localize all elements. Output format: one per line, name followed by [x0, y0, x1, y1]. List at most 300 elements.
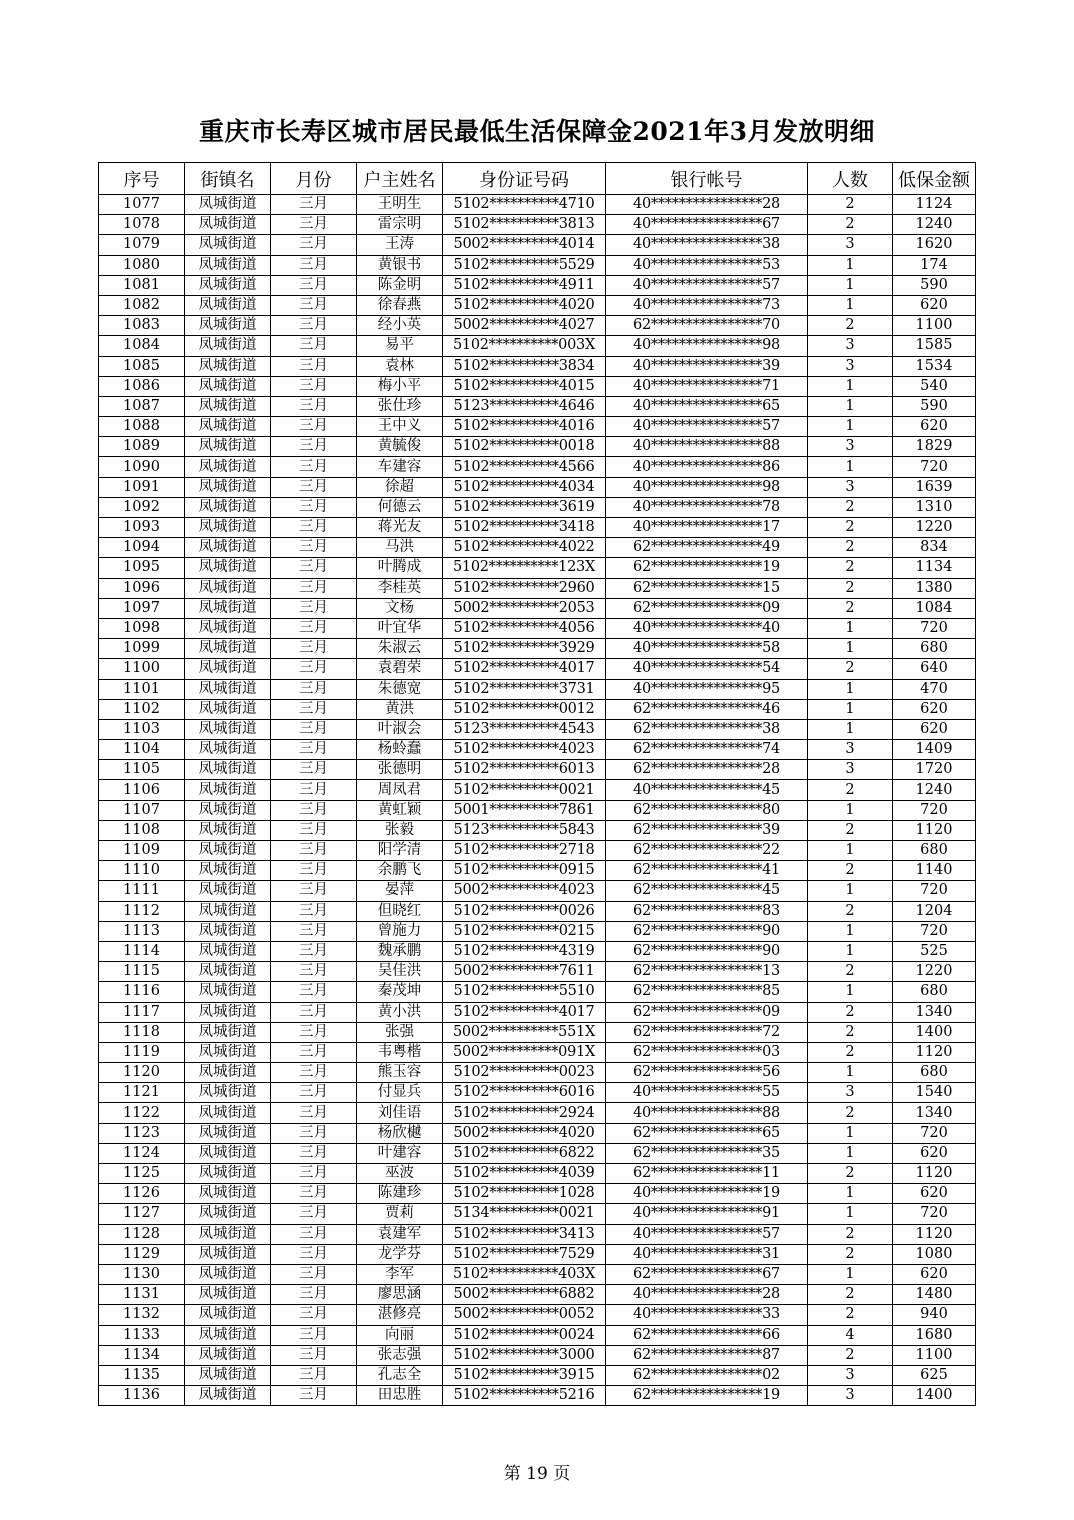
table-row: [99, 235, 976, 255]
serial-cell: 1107: [99, 800, 185, 820]
month-cell: 三月: [271, 497, 357, 517]
street-cell: 凤城街道: [185, 760, 271, 780]
id-number-cell: 5102**********4710: [443, 195, 606, 215]
street-cell: 凤城街道: [185, 215, 271, 235]
table-row: [99, 215, 976, 235]
street-cell: 凤城街道: [185, 841, 271, 861]
serial-cell: 1083: [99, 316, 185, 336]
table-row: [99, 558, 976, 578]
allowance-amount-cell: 720: [893, 1204, 976, 1224]
bank-account-cell: 40****************28: [606, 1285, 808, 1305]
table-row: [99, 376, 976, 396]
serial-cell: 1098: [99, 618, 185, 638]
member-count-cell: 1: [808, 800, 893, 820]
householder-name-cell: 付显兵: [357, 1083, 443, 1103]
householder-name-cell: 马洪: [357, 538, 443, 558]
allowance-amount-cell: 1084: [893, 598, 976, 618]
table-row: [99, 1063, 976, 1083]
member-count-cell: 2: [808, 901, 893, 921]
table-row: [99, 1264, 976, 1284]
householder-name-cell: 吴佳洪: [357, 962, 443, 982]
street-cell: 凤城街道: [185, 195, 271, 215]
bank-account-cell: 62****************74: [606, 740, 808, 760]
serial-cell: 1121: [99, 1083, 185, 1103]
month-cell: 三月: [271, 1285, 357, 1305]
serial-cell: 1134: [99, 1345, 185, 1365]
householder-name-cell: 叶建容: [357, 1143, 443, 1163]
month-cell: 三月: [271, 275, 357, 295]
householder-name-cell: 余鹏飞: [357, 861, 443, 881]
column-header: 户主姓名: [357, 163, 443, 195]
id-number-cell: 5002**********4027: [443, 316, 606, 336]
bank-account-cell: 40****************33: [606, 1305, 808, 1325]
serial-cell: 1124: [99, 1143, 185, 1163]
householder-name-cell: 朱淑云: [357, 639, 443, 659]
street-cell: 凤城街道: [185, 1386, 271, 1406]
table-row: [99, 740, 976, 760]
street-cell: 凤城街道: [185, 1184, 271, 1204]
street-cell: 凤城街道: [185, 740, 271, 760]
column-header: 人数: [808, 163, 893, 195]
street-cell: 凤城街道: [185, 1002, 271, 1022]
table-row: [99, 1244, 976, 1264]
member-count-cell: 1: [808, 376, 893, 396]
street-cell: 凤城街道: [185, 275, 271, 295]
table-row: [99, 1123, 976, 1143]
serial-cell: 1087: [99, 396, 185, 416]
month-cell: 三月: [271, 1083, 357, 1103]
allowance-amount-cell: 540: [893, 376, 976, 396]
allowance-amount-cell: 525: [893, 941, 976, 961]
month-cell: 三月: [271, 578, 357, 598]
householder-name-cell: 雷宗明: [357, 215, 443, 235]
month-cell: 三月: [271, 316, 357, 336]
bank-account-cell: 40****************88: [606, 1103, 808, 1123]
street-cell: 凤城街道: [185, 255, 271, 275]
householder-name-cell: 徐春燕: [357, 295, 443, 315]
member-count-cell: 2: [808, 659, 893, 679]
serial-cell: 1089: [99, 437, 185, 457]
street-cell: 凤城街道: [185, 1345, 271, 1365]
month-cell: 三月: [271, 598, 357, 618]
street-cell: 凤城街道: [185, 457, 271, 477]
id-number-cell: 5102**********003X: [443, 336, 606, 356]
member-count-cell: 3: [808, 1083, 893, 1103]
householder-name-cell: 阳学清: [357, 841, 443, 861]
serial-cell: 1110: [99, 861, 185, 881]
id-number-cell: 5002**********0052: [443, 1305, 606, 1325]
street-cell: 凤城街道: [185, 1224, 271, 1244]
id-number-cell: 5002**********091X: [443, 1042, 606, 1062]
month-cell: 三月: [271, 618, 357, 638]
allowance-amount-cell: 720: [893, 881, 976, 901]
street-cell: 凤城街道: [185, 719, 271, 739]
householder-name-cell: 王涛: [357, 235, 443, 255]
bank-account-cell: 40****************57: [606, 417, 808, 437]
table-row: [99, 962, 976, 982]
table-row: [99, 901, 976, 921]
id-number-cell: 5102**********4023: [443, 740, 606, 760]
householder-name-cell: 湛修亮: [357, 1305, 443, 1325]
householder-name-cell: 李军: [357, 1264, 443, 1284]
id-number-cell: 5102**********6822: [443, 1143, 606, 1163]
id-number-cell: 5102**********4015: [443, 376, 606, 396]
street-cell: 凤城街道: [185, 921, 271, 941]
id-number-cell: 5102**********4056: [443, 618, 606, 638]
street-cell: 凤城街道: [185, 497, 271, 517]
month-cell: 三月: [271, 1345, 357, 1365]
householder-name-cell: 张仕珍: [357, 396, 443, 416]
street-cell: 凤城街道: [185, 1164, 271, 1184]
bank-account-cell: 40****************78: [606, 497, 808, 517]
serial-cell: 1102: [99, 699, 185, 719]
allowance-amount-cell: 1620: [893, 235, 976, 255]
member-count-cell: 1: [808, 921, 893, 941]
month-cell: 三月: [271, 1325, 357, 1345]
member-count-cell: 1: [808, 1184, 893, 1204]
member-count-cell: 1: [808, 1143, 893, 1163]
allowance-amount-cell: 1220: [893, 518, 976, 538]
householder-name-cell: 魏承鹏: [357, 941, 443, 961]
month-cell: 三月: [271, 1143, 357, 1163]
id-number-cell: 5102**********3619: [443, 497, 606, 517]
column-header: 低保金额: [893, 163, 976, 195]
bank-account-cell: 62****************70: [606, 316, 808, 336]
table-row: [99, 780, 976, 800]
member-count-cell: 1: [808, 679, 893, 699]
month-cell: 三月: [271, 195, 357, 215]
table-row: [99, 437, 976, 457]
member-count-cell: 1: [808, 639, 893, 659]
member-count-cell: 3: [808, 336, 893, 356]
householder-name-cell: 叶宜华: [357, 618, 443, 638]
member-count-cell: 1: [808, 417, 893, 437]
id-number-cell: 5102**********0215: [443, 921, 606, 941]
id-number-cell: 5102**********2718: [443, 841, 606, 861]
member-count-cell: 2: [808, 215, 893, 235]
id-number-cell: 5001**********7861: [443, 800, 606, 820]
id-number-cell: 5102**********4016: [443, 417, 606, 437]
id-number-cell: 5102**********3915: [443, 1365, 606, 1385]
member-count-cell: 2: [808, 538, 893, 558]
allowance-table: [98, 162, 976, 1406]
month-cell: 三月: [271, 719, 357, 739]
month-cell: 三月: [271, 962, 357, 982]
street-cell: 凤城街道: [185, 1204, 271, 1224]
member-count-cell: 2: [808, 820, 893, 840]
member-count-cell: 1: [808, 941, 893, 961]
id-number-cell: 5002**********2053: [443, 598, 606, 618]
allowance-amount-cell: 1380: [893, 578, 976, 598]
bank-account-cell: 40****************45: [606, 780, 808, 800]
street-cell: 凤城街道: [185, 820, 271, 840]
allowance-amount-cell: 680: [893, 841, 976, 861]
member-count-cell: 2: [808, 598, 893, 618]
street-cell: 凤城街道: [185, 962, 271, 982]
bank-account-cell: 40****************40: [606, 618, 808, 638]
householder-name-cell: 叶腾成: [357, 558, 443, 578]
table-row: [99, 639, 976, 659]
allowance-amount-cell: 620: [893, 1264, 976, 1284]
member-count-cell: 1: [808, 982, 893, 1002]
allowance-amount-cell: 1120: [893, 1224, 976, 1244]
street-cell: 凤城街道: [185, 861, 271, 881]
householder-name-cell: 袁碧荣: [357, 659, 443, 679]
allowance-amount-cell: 834: [893, 538, 976, 558]
member-count-cell: 3: [808, 477, 893, 497]
street-cell: 凤城街道: [185, 336, 271, 356]
bank-account-cell: 40****************38: [606, 235, 808, 255]
table-row: [99, 699, 976, 719]
allowance-amount-cell: 1680: [893, 1325, 976, 1345]
member-count-cell: 1: [808, 719, 893, 739]
street-cell: 凤城街道: [185, 699, 271, 719]
member-count-cell: 3: [808, 437, 893, 457]
householder-name-cell: 朱德宽: [357, 679, 443, 699]
month-cell: 三月: [271, 760, 357, 780]
table-row: [99, 195, 976, 215]
serial-cell: 1115: [99, 962, 185, 982]
allowance-amount-cell: 1340: [893, 1103, 976, 1123]
id-number-cell: 5102**********0024: [443, 1325, 606, 1345]
month-cell: 三月: [271, 800, 357, 820]
member-count-cell: 1: [808, 1063, 893, 1083]
table-row: [99, 921, 976, 941]
bank-account-cell: 40****************67: [606, 215, 808, 235]
table-row: [99, 417, 976, 437]
allowance-amount-cell: 640: [893, 659, 976, 679]
allowance-amount-cell: 1100: [893, 1345, 976, 1365]
month-cell: 三月: [271, 1365, 357, 1385]
bank-account-cell: 62****************56: [606, 1063, 808, 1083]
serial-cell: 1123: [99, 1123, 185, 1143]
table-row: [99, 1022, 976, 1042]
bank-account-cell: 62****************90: [606, 921, 808, 941]
serial-cell: 1100: [99, 659, 185, 679]
table-row: [99, 861, 976, 881]
serial-cell: 1095: [99, 558, 185, 578]
month-cell: 三月: [271, 538, 357, 558]
serial-cell: 1126: [99, 1184, 185, 1204]
member-count-cell: 2: [808, 497, 893, 517]
allowance-amount-cell: 1124: [893, 195, 976, 215]
allowance-amount-cell: 1409: [893, 740, 976, 760]
table-row: [99, 538, 976, 558]
street-cell: 凤城街道: [185, 780, 271, 800]
table-row: [99, 659, 976, 679]
street-cell: 凤城街道: [185, 1264, 271, 1284]
allowance-amount-cell: 680: [893, 1063, 976, 1083]
street-cell: 凤城街道: [185, 558, 271, 578]
table-row: [99, 497, 976, 517]
month-cell: 三月: [271, 255, 357, 275]
month-cell: 三月: [271, 215, 357, 235]
id-number-cell: 5102**********403X: [443, 1264, 606, 1284]
table-row: [99, 1365, 976, 1385]
street-cell: 凤城街道: [185, 881, 271, 901]
id-number-cell: 5102**********0018: [443, 437, 606, 457]
id-number-cell: 5102**********4039: [443, 1164, 606, 1184]
bank-account-cell: 62****************72: [606, 1022, 808, 1042]
page-number: 第 19 页: [503, 1464, 571, 1484]
member-count-cell: 1: [808, 255, 893, 275]
street-cell: 凤城街道: [185, 1022, 271, 1042]
month-cell: 三月: [271, 376, 357, 396]
serial-cell: 1130: [99, 1264, 185, 1284]
id-number-cell: 5123**********5843: [443, 820, 606, 840]
serial-cell: 1108: [99, 820, 185, 840]
column-header: 银行帐号: [606, 163, 808, 195]
serial-cell: 1077: [99, 195, 185, 215]
householder-name-cell: 熊玉容: [357, 1063, 443, 1083]
table-row: [99, 1184, 976, 1204]
serial-cell: 1082: [99, 295, 185, 315]
member-count-cell: 2: [808, 1042, 893, 1062]
serial-cell: 1133: [99, 1325, 185, 1345]
bank-account-cell: 62****************49: [606, 538, 808, 558]
serial-cell: 1099: [99, 639, 185, 659]
bank-account-cell: 62****************09: [606, 598, 808, 618]
id-number-cell: 5123**********4646: [443, 396, 606, 416]
month-cell: 三月: [271, 1042, 357, 1062]
month-cell: 三月: [271, 699, 357, 719]
householder-name-cell: 易平: [357, 336, 443, 356]
month-cell: 三月: [271, 558, 357, 578]
serial-cell: 1086: [99, 376, 185, 396]
bank-account-cell: 62****************19: [606, 1386, 808, 1406]
bank-account-cell: 62****************87: [606, 1345, 808, 1365]
serial-cell: 1101: [99, 679, 185, 699]
table-row: [99, 618, 976, 638]
householder-name-cell: 蒋光友: [357, 518, 443, 538]
member-count-cell: 2: [808, 1244, 893, 1264]
householder-name-cell: 李桂英: [357, 578, 443, 598]
street-cell: 凤城街道: [185, 598, 271, 618]
allowance-amount-cell: 1240: [893, 780, 976, 800]
serial-cell: 1122: [99, 1103, 185, 1123]
bank-account-cell: 40****************58: [606, 639, 808, 659]
table-row: [99, 679, 976, 699]
householder-name-cell: 黄小洪: [357, 1002, 443, 1022]
member-count-cell: 2: [808, 962, 893, 982]
serial-cell: 1079: [99, 235, 185, 255]
allowance-amount-cell: 620: [893, 1184, 976, 1204]
id-number-cell: 5102**********0023: [443, 1063, 606, 1083]
bank-account-cell: 62****************67: [606, 1264, 808, 1284]
table-row: [99, 1042, 976, 1062]
month-cell: 三月: [271, 820, 357, 840]
id-number-cell: 5123**********4543: [443, 719, 606, 739]
member-count-cell: 3: [808, 356, 893, 376]
month-cell: 三月: [271, 740, 357, 760]
street-cell: 凤城街道: [185, 1103, 271, 1123]
allowance-amount-cell: 590: [893, 275, 976, 295]
month-cell: 三月: [271, 1386, 357, 1406]
id-number-cell: 5102**********5529: [443, 255, 606, 275]
street-cell: 凤城街道: [185, 417, 271, 437]
id-number-cell: 5002**********4014: [443, 235, 606, 255]
id-number-cell: 5102**********4034: [443, 477, 606, 497]
month-cell: 三月: [271, 1184, 357, 1204]
street-cell: 凤城街道: [185, 538, 271, 558]
street-cell: 凤城街道: [185, 356, 271, 376]
id-number-cell: 5102**********3413: [443, 1224, 606, 1244]
street-cell: 凤城街道: [185, 1285, 271, 1305]
householder-name-cell: 但晓红: [357, 901, 443, 921]
street-cell: 凤城街道: [185, 316, 271, 336]
allowance-amount-cell: 1480: [893, 1285, 976, 1305]
serial-cell: 1111: [99, 881, 185, 901]
member-count-cell: 1: [808, 699, 893, 719]
id-number-cell: 5002**********551X: [443, 1022, 606, 1042]
month-cell: 三月: [271, 518, 357, 538]
member-count-cell: 2: [808, 1305, 893, 1325]
street-cell: 凤城街道: [185, 618, 271, 638]
id-number-cell: 5102**********4566: [443, 457, 606, 477]
id-number-cell: 5102**********4017: [443, 1002, 606, 1022]
serial-cell: 1105: [99, 760, 185, 780]
householder-name-cell: 梅小平: [357, 376, 443, 396]
street-cell: 凤城街道: [185, 396, 271, 416]
allowance-amount-cell: 720: [893, 800, 976, 820]
id-number-cell: 5102**********6013: [443, 760, 606, 780]
table-row: [99, 800, 976, 820]
street-cell: 凤城街道: [185, 235, 271, 255]
table-row: [99, 1002, 976, 1022]
bank-account-cell: 62****************41: [606, 861, 808, 881]
table-row: [99, 719, 976, 739]
householder-name-cell: 田忠胜: [357, 1386, 443, 1406]
month-cell: 三月: [271, 941, 357, 961]
householder-name-cell: 张志强: [357, 1345, 443, 1365]
member-count-cell: 2: [808, 1103, 893, 1123]
allowance-amount-cell: 620: [893, 699, 976, 719]
allowance-amount-cell: 1310: [893, 497, 976, 517]
householder-name-cell: 文杨: [357, 598, 443, 618]
column-header: 月份: [271, 163, 357, 195]
member-count-cell: 2: [808, 780, 893, 800]
serial-cell: 1103: [99, 719, 185, 739]
month-cell: 三月: [271, 881, 357, 901]
allowance-amount-cell: 1400: [893, 1022, 976, 1042]
id-number-cell: 5102**********123X: [443, 558, 606, 578]
allowance-amount-cell: 1540: [893, 1083, 976, 1103]
householder-name-cell: 叶淑会: [357, 719, 443, 739]
member-count-cell: 3: [808, 1365, 893, 1385]
allowance-amount-cell: 620: [893, 719, 976, 739]
table-row: [99, 598, 976, 618]
allowance-amount-cell: 1220: [893, 962, 976, 982]
serial-cell: 1084: [99, 336, 185, 356]
table-row: [99, 1164, 976, 1184]
bank-account-cell: 40****************55: [606, 1083, 808, 1103]
member-count-cell: 1: [808, 275, 893, 295]
bank-account-cell: 40****************88: [606, 437, 808, 457]
householder-name-cell: 车建容: [357, 457, 443, 477]
allowance-amount-cell: 1080: [893, 1244, 976, 1264]
table-row: [99, 295, 976, 315]
allowance-amount-cell: 620: [893, 295, 976, 315]
bank-account-cell: 62****************22: [606, 841, 808, 861]
table-row: [99, 1204, 976, 1224]
id-number-cell: 5102**********3834: [443, 356, 606, 376]
street-cell: 凤城街道: [185, 1083, 271, 1103]
allowance-amount-cell: 940: [893, 1305, 976, 1325]
member-count-cell: 1: [808, 396, 893, 416]
allowance-amount-cell: 1140: [893, 861, 976, 881]
month-cell: 三月: [271, 679, 357, 699]
serial-cell: 1092: [99, 497, 185, 517]
